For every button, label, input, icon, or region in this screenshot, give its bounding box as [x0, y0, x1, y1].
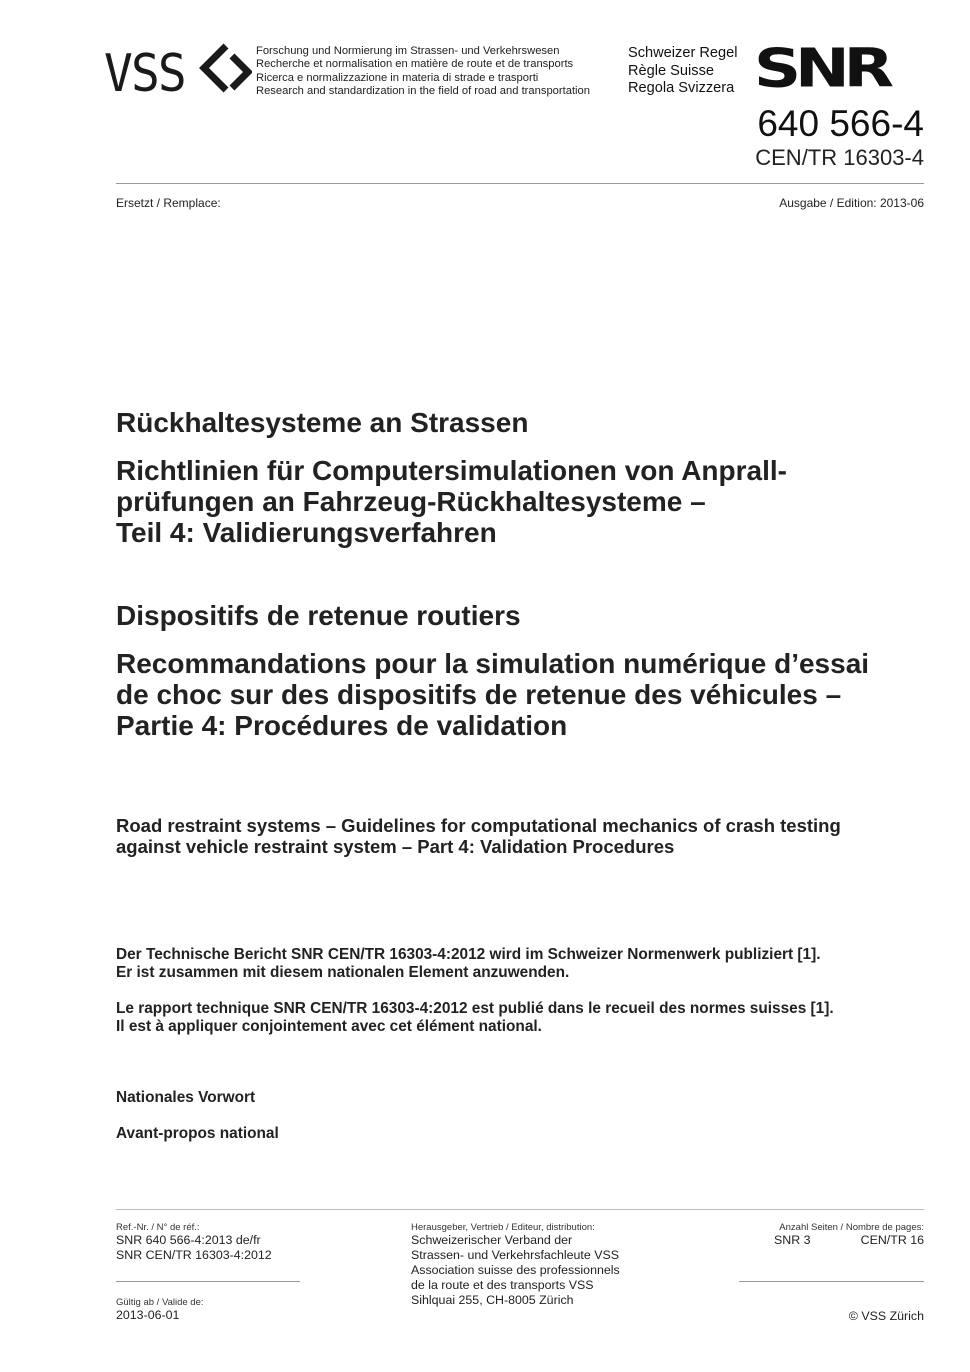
title-fr — [116, 600, 869, 741]
standard-number: 640 566-4 — [757, 103, 924, 144]
publisher-line-4: de la route et des transports VSS — [411, 1278, 594, 1292]
mission-line-de: Forschung und Normierung im Strassen- und Verkehrswesen — [256, 45, 560, 57]
publisher-line-5: Sihlquai 255, CH-8005 Zürich — [411, 1293, 574, 1307]
pages-counts — [774, 1233, 924, 1248]
pages-label: Anzahl Seiten / Nombre de pages: — [779, 1222, 924, 1233]
vss-logo — [104, 42, 252, 98]
foreword-fr: Avant-propos national — [116, 1125, 279, 1142]
title-en-line-1: Road restraint systems – Guidelines for computational mechanics of crash testing — [116, 815, 841, 836]
title-de-short: Rückhaltesysteme an Strassen — [116, 407, 529, 438]
footer-divider — [116, 1209, 924, 1210]
mission-line-fr: Recherche et normalisation en matière de route et de transports — [256, 58, 574, 71]
title-de-line-2: prüfungen an Fahrzeug-Rückhaltesysteme – — [116, 486, 706, 517]
standard-kind — [628, 45, 738, 98]
standard-kind-it: Regola Svizzera — [628, 80, 735, 97]
note-de — [116, 946, 820, 982]
footer-reference — [116, 1222, 272, 1263]
title-fr-line-1: Recommandations pour la simulation numérique d’essai — [116, 648, 870, 679]
publisher-mission — [256, 45, 590, 99]
note-de-line-2: Er ist zusammen mit diesem nationalen Element anzuwenden. — [116, 964, 570, 981]
reference-line-1: SNR 640 566-4:2013 de/fr — [116, 1233, 261, 1247]
title-fr-line-3: Partie 4: Procédures de validation — [116, 710, 568, 741]
title-de-line-1: Richtlinien für Computersimulationen von Anprall- — [116, 455, 787, 486]
footer-publisher — [411, 1222, 620, 1308]
pages-cen: CEN/TR 16 — [860, 1233, 924, 1247]
snr-logo-text: SNR — [756, 46, 888, 94]
title-de — [116, 407, 787, 548]
standard-kind-de: Schweizer Regel — [628, 45, 738, 61]
reference-label: Ref.-Nr. / N° de réf.: — [116, 1222, 200, 1233]
publisher-label: Herausgeber, Vertrieb / Editeur, distribution: — [411, 1222, 595, 1233]
standard-kind-fr: Règle Suisse — [628, 62, 714, 79]
footer-validity — [116, 1297, 204, 1323]
reference-line-2: SNR CEN/TR 16303-4:2012 — [116, 1248, 272, 1262]
cen-number: CEN/TR 16303-4 — [755, 145, 924, 170]
validity-date: 2013-06-01 — [116, 1308, 180, 1322]
title-en — [116, 815, 841, 857]
note-de-line-1: Der Technische Bericht SNR CEN/TR 16303-4:2012 wird im Schweizer Normenwerk publiziert [1]. — [116, 946, 821, 963]
edition-label: Ausgabe / Edition: 2013-06 — [779, 196, 924, 210]
mission-line-en: Research and standardization in the field of road and transportation — [256, 85, 590, 98]
validity-label: Gültig ab / Valide de: — [116, 1297, 204, 1308]
vss-double-chevron-icon — [204, 46, 248, 90]
title-fr-short: Dispositifs de retenue routiers — [116, 600, 521, 631]
snr-logo — [756, 46, 924, 94]
vss-logo-text: VSS — [104, 43, 185, 98]
footer-pages — [774, 1222, 924, 1248]
title-de-line-3: Teil 4: Validierungsverfahren — [116, 517, 497, 548]
publisher-line-1: Schweizerischer Verband der — [411, 1233, 573, 1247]
footer-right-rule — [739, 1281, 924, 1282]
title-en-line-2: against vehicle restraint system – Part 4: Validation Procedures — [116, 836, 675, 857]
note-fr — [116, 1000, 834, 1036]
note-fr-line-1: Le rapport technique SNR CEN/TR 16303-4:2012 est publié dans le recueil des normes suisses [1]. — [116, 1000, 834, 1017]
publisher-line-3: Association suisse des professionnels — [411, 1263, 620, 1277]
footer-left-rule — [116, 1281, 300, 1282]
pages-snr: SNR 3 — [774, 1233, 811, 1247]
title-fr-line-2: de choc sur des dispositifs de retenue des véhicules – — [116, 679, 842, 710]
foreword-de: Nationales Vorwort — [116, 1089, 256, 1106]
copyright: © VSS Zürich — [848, 1309, 924, 1323]
publisher-line-2: Strassen- und Verkehrsfachleute VSS — [411, 1248, 620, 1262]
note-fr-line-2: Il est à appliquer conjointement avec cet élément national. — [116, 1018, 542, 1035]
replaces-label: Ersetzt / Remplace: — [116, 196, 221, 210]
mission-line-it: Ricerca e normalizzazione in materia di strade e trasporti — [256, 71, 539, 84]
header-divider — [116, 183, 924, 184]
